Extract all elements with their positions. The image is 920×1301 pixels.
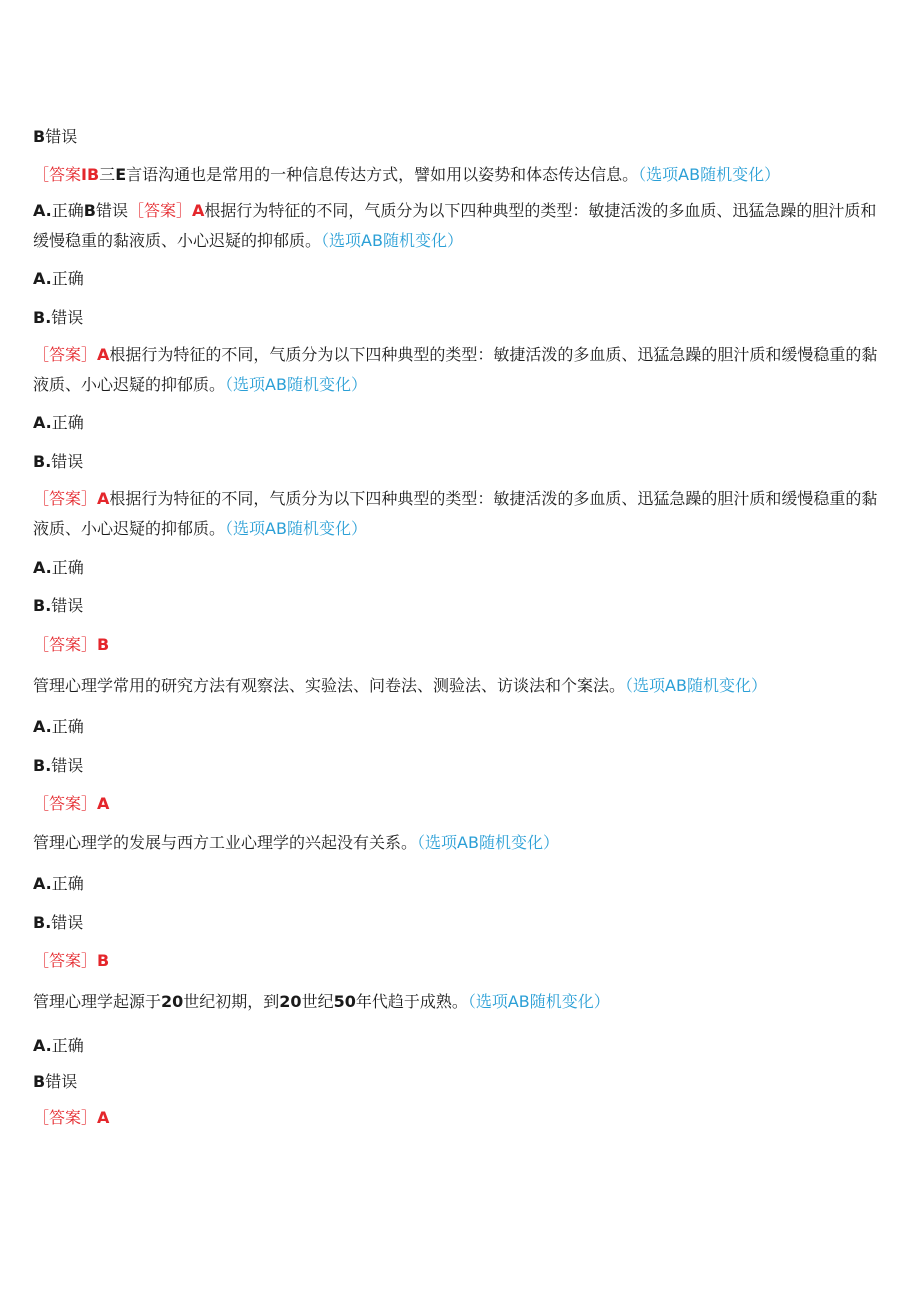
question-line [33, 987, 883, 1017]
answer-label: ［答案］ [33, 951, 98, 970]
answer-letter: A [97, 345, 110, 364]
option-a [33, 553, 883, 583]
option-text: 错误 [51, 596, 84, 615]
answer-line [33, 789, 883, 819]
question-text: 言语沟通也是常用的一种信息传达方式，譬如用以姿势和体态传达信息。 [126, 165, 639, 184]
answer-line [33, 630, 883, 660]
question-text: 年代趋于成熟。 [355, 992, 468, 1011]
option-b [33, 591, 883, 621]
option-a [33, 712, 883, 742]
option-b [33, 908, 883, 938]
question-number: 20 [279, 992, 302, 1011]
answer-label: ［答案］ [33, 489, 98, 508]
question-prefix: 三 [99, 165, 116, 184]
answer-letter: A [192, 201, 205, 220]
option-prefix: A. [33, 269, 52, 288]
option-text: 正确 [51, 413, 84, 432]
answer-letter: A [97, 1108, 110, 1127]
option-a [33, 869, 883, 899]
option-text: 错误 [51, 452, 84, 471]
question-text: 世纪 [301, 992, 334, 1011]
option-text: 正确 [51, 1036, 84, 1055]
question-text: 根据行为特征的不同，气质分为以下四种典型的类型：敏捷活泼的多血质、迅猛急躁的胆汁质和缓慢稳重的黏液质、小心迟疑的抑郁质。 [33, 345, 878, 394]
option-b [33, 122, 883, 152]
random-note: （选项AB随机变化） [625, 676, 767, 695]
answer-question-paragraph [33, 340, 883, 400]
answer-letter: A [97, 794, 110, 813]
option-b [33, 303, 883, 333]
answer-label: ［答案］ [128, 201, 193, 220]
option-text: 正确 [51, 874, 84, 893]
question-text: 管理心理学起源于 [33, 992, 162, 1011]
option-prefix: A. [33, 201, 52, 220]
option-prefix: B. [33, 452, 52, 471]
option-prefix: A. [33, 413, 52, 432]
random-note: （选项AB随机变化） [417, 833, 559, 852]
option-b [33, 1067, 883, 1097]
option-text: 错误 [51, 756, 84, 775]
option-prefix: B. [33, 596, 52, 615]
question-number: 50 [333, 992, 356, 1011]
question-prefix-bold: E [115, 165, 127, 184]
option-prefix: B. [33, 756, 52, 775]
option-text: 错误 [45, 1072, 78, 1091]
random-note: （选项AB随机变化） [225, 519, 367, 538]
question-text: 管理心理学常用的研究方法有观察法、实验法、问卷法、测验法、访谈法和个案法。 [33, 676, 626, 695]
answer-label: ［答案］ [33, 1108, 98, 1127]
answer-label: ［答案］ [33, 635, 98, 654]
option-a [33, 1031, 883, 1061]
random-note: （选项AB随机变化） [321, 231, 463, 250]
answer-label: ［答案］ [33, 794, 98, 813]
option-b [33, 447, 883, 477]
option-prefix: A. [33, 558, 52, 577]
option-prefix: A. [33, 874, 52, 893]
answer-label: ［答案 [33, 165, 82, 184]
option-text: 正确 [51, 201, 84, 220]
answer-label: ［答案］ [33, 345, 98, 364]
option-text: 错误 [51, 913, 84, 932]
answer-question-paragraph [33, 196, 883, 256]
option-prefix: B. [33, 308, 52, 327]
option-text: 错误 [45, 127, 78, 146]
option-prefix: B [33, 1072, 46, 1091]
question-text: 根据行为特征的不同，气质分为以下四种典型的类型：敏捷活泼的多血质、迅猛急躁的胆汁质和缓慢稳重的黏液质、小心迟疑的抑郁质。 [33, 201, 877, 250]
option-text: 正确 [51, 558, 84, 577]
option-prefix: B [83, 201, 96, 220]
question-number: 20 [161, 992, 184, 1011]
question-text: 管理心理学的发展与西方工业心理学的兴起没有关系。 [33, 833, 418, 852]
option-text: 错误 [51, 308, 84, 327]
answer-letter: B [97, 635, 110, 654]
random-note: （选项AB随机变化） [638, 165, 781, 184]
answer-question-paragraph [33, 484, 883, 544]
option-prefix: B [33, 127, 46, 146]
answer-letter: A [97, 489, 110, 508]
option-prefix: A. [33, 717, 52, 736]
option-text: 正确 [51, 717, 84, 736]
option-prefix: B. [33, 913, 52, 932]
random-note: （选项AB随机变化） [225, 375, 367, 394]
answer-letter: B [97, 951, 110, 970]
option-a [33, 264, 883, 294]
answer-line [33, 1103, 883, 1133]
question-line [33, 828, 883, 858]
random-note: （选项AB随机变化） [467, 992, 610, 1011]
option-text: 错误 [95, 201, 128, 220]
question-text: 世纪初期，到 [183, 992, 280, 1011]
option-b [33, 751, 883, 781]
option-prefix: A. [33, 1036, 52, 1055]
option-a [33, 408, 883, 438]
answer-question-line [33, 160, 883, 190]
question-text: 根据行为特征的不同，气质分为以下四种典型的类型：敏捷活泼的多血质、迅猛急躁的胆汁质和缓慢稳重的黏液质、小心迟疑的抑郁质。 [33, 489, 878, 538]
answer-line [33, 946, 883, 976]
answer-letter: IB [81, 165, 100, 184]
question-line [33, 671, 883, 701]
option-text: 正确 [51, 269, 84, 288]
